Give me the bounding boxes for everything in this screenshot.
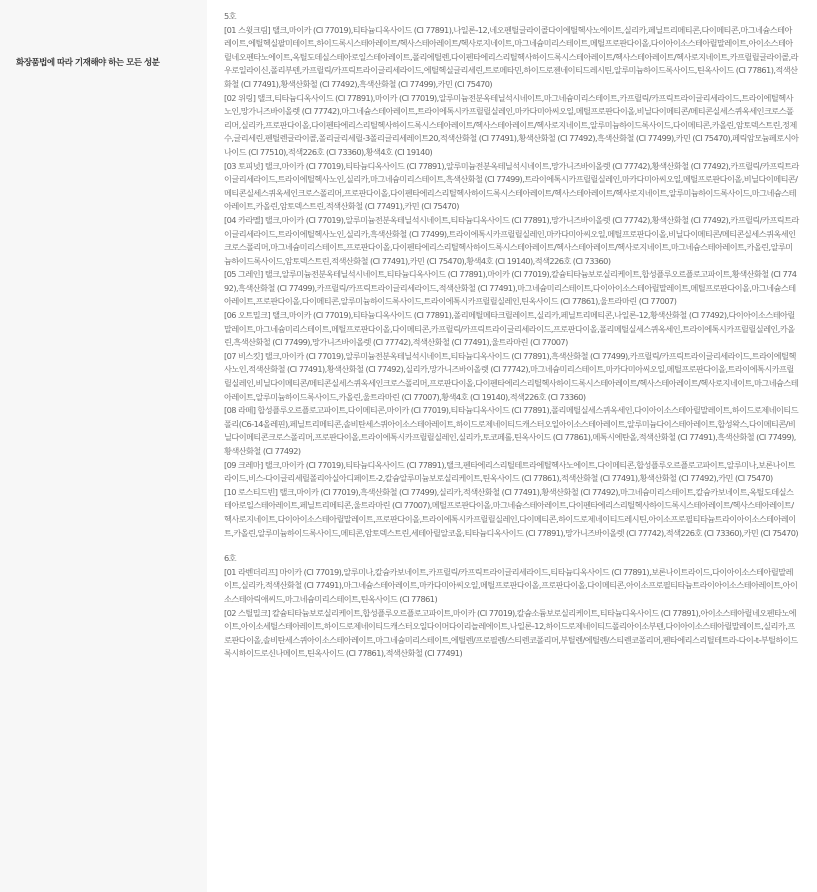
section-title: 6호 bbox=[224, 553, 237, 564]
ingredient-item: [07 비스킷] 탤크,마이카 (CI 77019),알루미늄전분옥테닐석시네이트,티타늄디옥사이드 (CI 77891),흑색산화철 (CI 77499),카프릴릭/카프릭트라이글리세라이드,트라이에틸헥사노인,적색산화철 (CI 77491),황색산화철 (CI 77492),실리카,망가니즈바이올렛 (CI 77742),마그네슘미리스테이트,마카다미아씨오일,메틸프로판다이올,트라이에톡시카프릴릴실레인,비닐다이메티콘/메티콘실세스퀴옥세인크로스폴리머,프로판다이올,다이펜타에리스리틸헥사하이드록시스테아레이트/헥사스테아레이트/헥사로지네이트,마그네슘스테아레이트,알루미늄하이드록사이드,카올린,울트라마린 (CI 77007),황색4호 (CI 19140),적색226호 (CI 73360) bbox=[224, 350, 799, 402]
ingredient-item: [01 라벤더리프] 마이카 (CI 77019),알루미나,칼슘카보네이트,카프릴릭/카프릭트라이글리세라이드,티타늄디옥사이드 (CI 77891),보론나이트라이드,다이아이소스테아릴말레이트,실리카,적색산화철 (CI 77491),마그네슘스테아레이트,마카다미아씨오일,메틸프로판다이올,프로판다이올,다이메티콘,아이소프로필티타늄트라이아이소스테아레이트,아이소스테아릭애씨드,마그네슘미리스테이트,틴옥사이드 (CI 77861) bbox=[224, 566, 798, 604]
section-title: 5호 bbox=[224, 11, 237, 21]
label-column bbox=[0, 0, 207, 892]
ingredient-item: [08 라떼] 합성플루오르플로고파이트,다이메티콘,마이카 (CI 77019),티타늄디옥사이드 (CI 77891),폴리메틸실세스퀴옥세인,다이아이소스테아릴말레이트,하이드로제네이티드폴리(C6-14올레핀),페닐트리메티콘,솔비탄세스퀴아이소스테아레이트,하이드로제네이티드캐스터오일아이소스테아레이트,알루미늄다이스테아레이트,합성왁스,다이메티콘/비닐다이메티콘크로스폴리머,프로판다이올,트라이에톡시카프릴릴실레인,실리카,토코페롤,틴옥사이드 (CI 77861),메톡시에탄올,적색산화철 (CI 77491),흑색산화철 (CI 77499),황색산화철 (CI 77492) bbox=[224, 405, 799, 456]
ingredient-item: [03 토피넛] 탤크,마이카 (CI 77019),티타늄디옥사이드 (CI 77891),알루미늄전분옥테닐석시네이트,망가니즈바이올렛 (CI 77742),황색산화철 (CI 77492),카프릴릭/카프릭트라이글리세라이드,트라이에틸헥사노인,실리카,마그네슘미리스테이트,흑색산화철 (CI 77499),트라이에톡시카프릴릴실레인,마카다미아씨오일,메틸프로판다이올,비닐다이메티콘/메티콘실세스퀴옥세인크로스폴리머,프로판다이올,다이펜타에리스리틸헥사하이드록시스테아레이트/헥사스테아레이트/헥사로지네이트,알루미늄하이드록사이드,마그네슘스테아레이트,카올린,암토덱스트린,적색산화철 (CI 77491),카민 (CI 75470) bbox=[224, 160, 799, 212]
ingredient-item: [04 카라멜] 탤크,마이카 (CI 77019),알루미늄전분옥테닐석시네이트,티타늄디옥사이드 (CI 77891),망가니즈바이올렛 (CI 77742),황색산화철 (CI 77492),카프릴릭/카프릭트라이글리세라이드,트라이에틸헥사노인,실리카,흑색산화철 (CI 77499),트라이에톡시카프릴릴실레인,마카다미아씨오일,메틸프로판다이올,비닐다이메티콘/메티콘실세스퀴옥세인크로스폴리머,마그네슘미리스테이트,프로판다이올,다이펜타에리스리틸헥사하이드록시스테아레이트/헥사스테아레이트/헥사로지네이트,마그네슘스테아레이트,카올린,알루미늄하이드록사이드,암토덱스트린,적색산화철 (CI 77491),카민 (CI 75470),황색4호 (CI 19140),적색226호 (CI 73360) bbox=[224, 214, 799, 266]
ingredient-item: [01 스윗크림] 탤크,마이카 (CI 77019),티타늄디옥사이드 (CI 77891),나일론-12,네오펜틸글라이콜다이에틸헥사노에이트,실리카,페닐트리메티콘,다이메티콘,마그네슘스테아레이트,에틸헥실팔미테이트,하이드록시스테아레이트/헥사스테아레이트/헥사로지네이트,마그네슘미리스테이트,메틸프로판다이올,다이아이소스테아릴말레이트,아이소스테아릴네오펜타노에이트,옥틸도데실스테아로일스테아레이트,폴리에틸렌,다이펜타에리스리틸헥사하이드록시스테아레이트/헥사스테아레이트/헥사로지네이트,카프릴릴글라이콜,라우로일라이신,폴리부텐,카프릴릭/카프릭트라이글리세라이드,에틸헥실글리세린,트로메타민,하이드로젠네이티드레시틴,알루미늄하이드록사이드,틴옥사이드 (CI 77861),적색산화철 (CI 77491),황색산화철 (CI 77492),흑색산화철 (CI 77499),카민 (CI 75470) bbox=[224, 24, 798, 89]
ingredient-item: [02 위링] 탤크,티타늄디옥사이드 (CI 77891),마이카 (CI 77019),알루미늄전분옥테닐석시네이트,마그네슘미리스테이트,카프릴릭/카프릭트라이글리세라이드,트라이에틸헥사노인,망가니즈바이올렛 (CI 77742),마그네슘스테아레이트,트라이에톡시카프릴릴실레인,마카다미아씨오일,메틸프로판다이올,비닐다이메티콘/메티콘실세스퀴옥세인크로스폴리머,실리카,프로판다이올,다이펜타에리스리틸헥사하이드록시스테아레이트/헥사스테아레이트/헥사로지네이트,알루미늄하이드록사이드,다이메티콘,카올린,암토덱스트린,정제수,글리세린,펜틸렌글라이콜,폴리글리세릴-3폴리글리세레이트20,적색산화철 (CI 77491),황색산화철 (CI 77492),흑색산화철 (CI 77499),카민 (CI 75470),페릭암모늄페로시아나이드 (CI 77510),적색226호 (CI 73360),황색4호 (CI 19140) bbox=[224, 92, 799, 157]
ingredient-item: [06 오트밀크] 탤크,마이카 (CI 77019),티타늄디옥사이드 (CI 77891),폴리메틸메타크릴레이트,실리카,페닐트리메티콘,나일론-12,황색산화철 (CI 77492),다이아이소스테아릴말레이트,마그네슘미리스테이트,메틸프로판다이올,다이메티콘,카프릴릭/카프릭트라이글리세라이드,프로판다이올,폴리메틸실세스퀴옥세인,트라이에톡시카프릴릴실레인,카올린,흑색산화철 (CI 77499),망가니즈바이올렛 (CI 77742),적색산화철 (CI 77491),울트라마린 (CI 77007) bbox=[224, 310, 795, 348]
row-label: 화장품법에 따라 기재해야 하는 모든 성분 bbox=[16, 58, 160, 68]
section-spacer bbox=[224, 540, 799, 552]
ingredient-content bbox=[207, 0, 817, 892]
ingredient-item: [02 스틸밀크] 칼슘티타늄보로실리케이트,합성플루오르플로고파이트,마이카 (CI 77019),칼슘소듐보로실리케이트,티타늄디옥사이드 (CI 77891),아이소스테아릴네오펜타노에이트,아이소세틸스테아레이트,하이드로제네이티드캐스터오일다이머다이리놀레에이트,나일론-12,하이드로제네이티드폴리아이소부텐,다이아이소스테아릴말레이트,실리카,프로판다이올,솔비탄세스퀴아이소스테아레이트,마그네슘미리스테이트,에틸렌/프로필렌/스티렌코폴리머,부틸렌/에틸렌/스티렌코폴리머,펜타에리스리틸테트라-다이-t-부틸하이드록시하이드로신나메이트,틴옥사이드 (CI 77861),적색산화철 (CI 77491) bbox=[224, 607, 798, 659]
ingredient-item: [09 크레마] 탤크,마이카 (CI 77019),티타늄디옥사이드 (CI 77891),탤크,펜타에리스리틸테트라에틸헥사노에이트,다이메티콘,합성플루오르플로고파이트,알루미나,보론나이트라이드,비스-다이글리세릴폴리아실아디페이트-2,칼슘알루미늄보로실리케이트,틴옥사이드 (CI 77861),적색산화철 (CI 77491),황색산화철 (CI 77492),카민 (CI 75470) bbox=[224, 459, 795, 484]
ingredient-item: [05 그레인] 탤크,알루미늄전분옥테닐석시네이트,티타늄디옥사이드 (CI 77891),마이카 (CI 77019),칼슘티타늄보로실리케이트,합성플루오르플로고파이트,황색산화철 (CI 77492),흑색산화철 (CI 77499),카프릴릭/카프릭트라이글리세라이드,적색산화철 (CI 77491),마그네슘미리스테이트,다이아이소스테아릴말레이트,메틸프로판다이올,마그네슘스테아레이트,프로판다이올,다이메티콘,알루미늄하이드록사이드,트라이에톡시카프릴릴실레인,틴옥사이드 (CI 77861),울트라마린 (CI 77007) bbox=[224, 269, 797, 307]
ingredient-item: [10 로스티드빈] 탤크,마이카 (CI 77019),흑색산화철 (CI 77499),실리카,적색산화철 (CI 77491),황색산화철 (CI 77492),마그네슘미리스테이트,칼슘카보네이트,옥틸도데실스테아로일스테아레이트,페닐트리메티콘,울트라마린 (CI 77007),메틸프로판다이올,마그네슘스테아레이트,다이펜타에리스리틸헥사하이드록시스테아레이트/헥사스테아레이트/헥사로지네이트,다이아이소스테아릴말레이트,프로판다이올,트라이에톡시카프릴릴실레인,다이메티콘,하이드로제네이티드레시틴,아이소프로필티타늄트라이아이소스테아레이트,카올린,알루미늄하이드록사이드,메티콘,암토덱스트린,세테아릴알코올,티타늄디옥사이드 (CI 77891),망가니즈바이올렛 (CI 77742),적색226호 (CI 73360),카민 (CI 75470) bbox=[224, 486, 799, 538]
